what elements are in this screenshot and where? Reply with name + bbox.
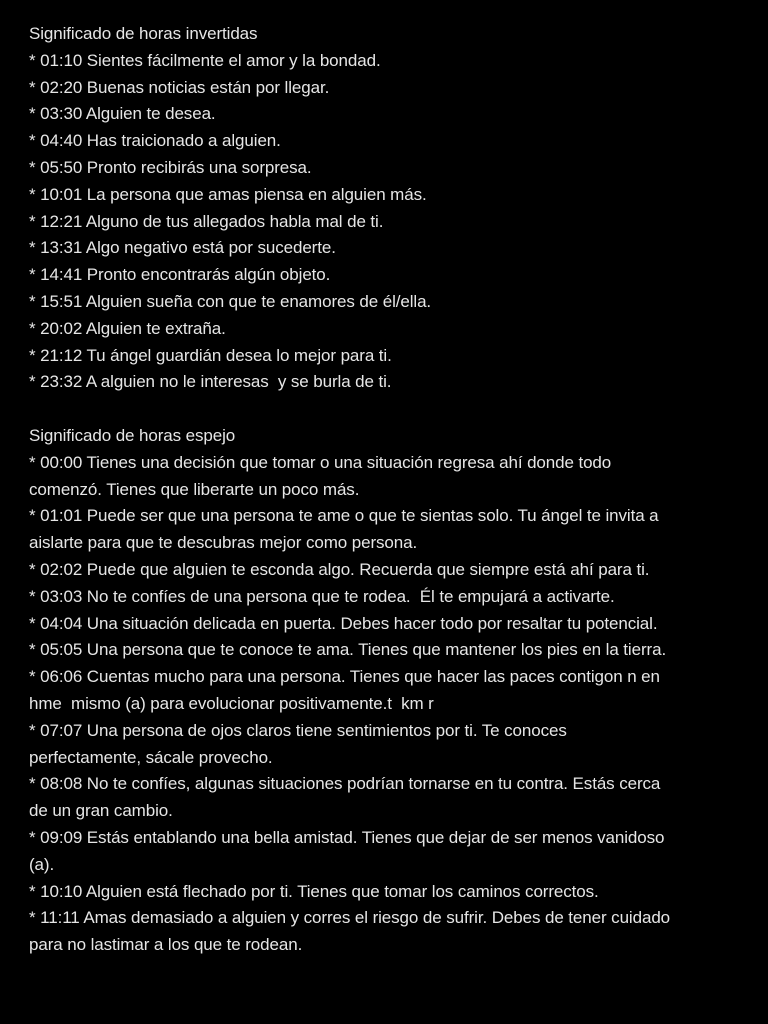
list-item-continuation: hme mismo (a) para evolucionar positivamente.t km r: [29, 693, 434, 713]
list-item: * 04:04 Una situación delicada en puerta. Debes hacer todo por resaltar tu potencial.: [29, 613, 658, 633]
list-item: * 13:31 Algo negativo está por sucederte.: [29, 238, 336, 258]
list-item-continuation: aislarte para que te descubras mejor como persona.: [29, 533, 418, 553]
note-text-body[interactable]: [29, 21, 729, 959]
list-item: * 02:02 Puede que alguien te esconda algo. Recuerda que siempre está ahí para ti.: [29, 559, 650, 579]
list-item: * 04:40 Has traicionado a alguien.: [29, 131, 281, 151]
list-item: * 08:08 No te confíes, algunas situaciones podrían tornarse en tu contra. Estás cerca: [29, 774, 661, 794]
list-item: * 03:30 Alguien te desea.: [29, 104, 216, 124]
list-item: * 06:06 Cuentas mucho para una persona. Tienes que hacer las paces contigon n en: [29, 667, 660, 687]
list-item: * 14:41 Pronto encontrarás algún objeto.: [29, 265, 331, 285]
section-title-invertidas: Significado de horas invertidas: [29, 24, 258, 43]
list-item: * 01:01 Puede ser que una persona te ame o que te sientas solo. Tu ángel te invita a: [29, 506, 659, 526]
list-item-continuation: perfectamente, sácale provecho.: [29, 747, 273, 767]
list-item: * 23:32 A alguien no le interesas y se burla de ti.: [29, 372, 392, 392]
blank-line: [29, 396, 729, 423]
list-item: * 11:11 Amas demasiado a alguien y corres el riesgo de sufrir. Debes de tener cuidado: [29, 908, 671, 928]
list-item: * 02:20 Buenas noticias están por llegar.: [29, 77, 330, 97]
list-item: * 15:51 Alguien sueña con que te enamores de él/ella.: [29, 291, 432, 311]
list-item: * 00:00 Tienes una decisión que tomar o una situación regresa ahí donde todo: [29, 452, 612, 472]
list-item: * 21:12 Tu ángel guardián desea lo mejor para ti.: [29, 345, 392, 365]
list-item-continuation: (a).: [29, 854, 55, 874]
list-item: * 05:05 Una persona que te conoce te ama. Tienes que mantener los pies en la tierra.: [29, 640, 667, 660]
list-item-continuation: de un gran cambio.: [29, 801, 173, 821]
list-item: * 07:07 Una persona de ojos claros tiene sentimientos por ti. Te conoces: [29, 720, 567, 740]
list-item: * 09:09 Estás entablando una bella amistad. Tienes que dejar de ser menos vanidoso: [29, 827, 665, 847]
list-item: * 20:02 Alguien te extraña.: [29, 318, 226, 338]
list-item: * 12:21 Alguno de tus allegados habla mal de ti.: [29, 211, 384, 231]
list-item-continuation: comenzó. Tienes que liberarte un poco más.: [29, 479, 360, 499]
list-item-continuation: para no lastimar a los que te rodean.: [29, 935, 303, 955]
list-item: * 03:03 No te confíes de una persona que te rodea. Él te empujará a activarte.: [29, 586, 615, 606]
section-title-espejo: Significado de horas espejo: [29, 425, 236, 445]
list-item: * 10:01 La persona que amas piensa en alguien más.: [29, 184, 427, 204]
list-item: * 10:10 Alguien está flechado por ti. Tienes que tomar los caminos correctos.: [29, 881, 599, 901]
list-item: * 01:10 Sientes fácilmente el amor y la bondad.: [29, 50, 381, 70]
list-item: * 05:50 Pronto recibirás una sorpresa.: [29, 157, 312, 177]
